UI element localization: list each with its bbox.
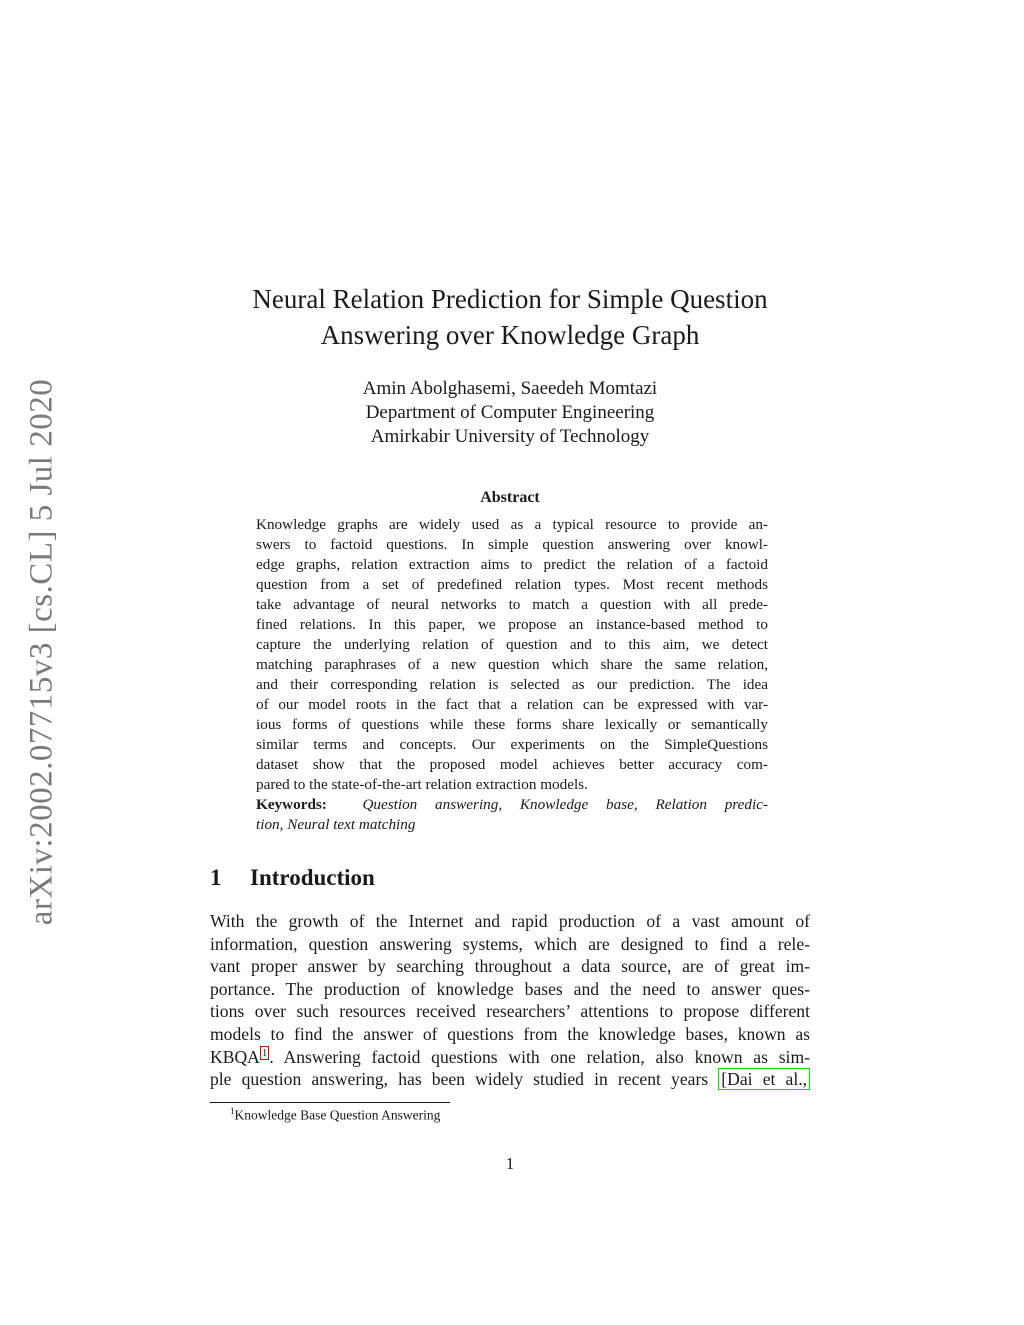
citation-link[interactable]: [Dai et al., <box>718 1068 810 1090</box>
abstract-line: swers to factoid questions. In simple question answering over knowl- <box>256 536 768 553</box>
abstract-line: dataset show that the proposed model achieves better accuracy com- <box>256 756 768 773</box>
abstract-line: ious forms of questions while these forms share lexically or semantically <box>256 716 768 733</box>
abstract-line: and their corresponding relation is selected as our prediction. The idea <box>256 676 768 693</box>
keywords-line-2 <box>256 815 768 835</box>
introduction-body <box>210 910 810 1091</box>
footnote-divider <box>210 1102 450 1103</box>
abstract-line: similar terms and concepts. Our experiments on the SimpleQuestions <box>256 736 768 753</box>
abstract-line: capture the underlying relation of question and to this aim, we detect <box>256 636 768 653</box>
author-university: Amirkabir University of Technology <box>370 426 650 447</box>
intro-line: tions over such resources received researchers’ attentions to propose different <box>210 1001 810 1022</box>
abstract-line: question from a set of predefined relation types. Most recent methods <box>256 576 768 593</box>
paper-title-line-2: Answering over Knowledge Graph <box>320 320 700 350</box>
intro-line-8-text: ple question answering, has been widely studied in recent years <box>210 1069 719 1090</box>
intro-line: information, question answering systems, which are designed to find a rele- <box>210 933 810 954</box>
abstract-line: edge graphs, relation extraction aims to predict the relation of a factoid <box>256 556 768 573</box>
abstract-line: of our model roots in the fact that a relation can be expressed with var- <box>256 696 768 713</box>
intro-kbqa-text: KBQA <box>210 1046 260 1067</box>
author-names: Amin Abolghasemi, Saeedeh Momtazi <box>362 378 658 399</box>
abstract-line: Knowledge graphs are widely used as a typical resource to provide an- <box>256 516 768 533</box>
abstract-line: pared to the state-of-the-art relation extraction models. <box>256 776 588 793</box>
section-heading <box>210 865 375 891</box>
author-department: Department of Computer Engineering <box>365 402 655 423</box>
intro-line: vant proper answer by searching throughout a data source, are of great im- <box>210 956 810 977</box>
keywords-label: Keywords: <box>256 796 327 813</box>
intro-line: portance. The production of knowledge bases and the need to answer ques- <box>210 978 810 999</box>
keywords-text-1: Question answering, Knowledge base, Relation predic- <box>362 796 768 813</box>
abstract-body <box>256 515 768 835</box>
footnote-text: Knowledge Base Question Answering <box>234 1107 441 1123</box>
footnote-reference-link[interactable]: 1 <box>261 1046 268 1059</box>
abstract-heading: Abstract <box>480 489 540 506</box>
intro-line-7-rest: . Answering factoid questions with one relation, also known as sim- <box>269 1046 810 1067</box>
paper-title-line-1: Neural Relation Prediction for Simple Question <box>252 284 768 314</box>
footnote <box>230 1106 440 1124</box>
intro-line: models to find the answer of questions from the knowledge bases, known as <box>210 1023 810 1044</box>
author-block <box>200 377 820 449</box>
arxiv-identifier-stamp <box>0 0 80 1325</box>
footnote-number: 1 <box>230 1106 235 1116</box>
intro-line: With the growth of the Internet and rapid production of a vast amount of <box>210 911 810 931</box>
abstract-line: take advantage of neural networks to match a question with all prede- <box>256 596 768 613</box>
keywords-text-2: tion, Neural text matching <box>256 816 416 833</box>
keywords-line-1 <box>256 795 768 815</box>
intro-line-citation <box>210 1068 810 1091</box>
paper-title <box>200 281 820 353</box>
page-number: 1 <box>505 1154 515 1173</box>
intro-line-kbqa <box>210 1046 810 1069</box>
abstract-line: matching paraphrases of a new question which share the same relation, <box>256 656 768 673</box>
section-title: Introduction <box>250 865 375 890</box>
abstract-line: fined relations. In this paper, we propose an instance-based method to <box>256 616 768 633</box>
section-number: 1 <box>210 865 222 890</box>
arxiv-identifier: arXiv:2002.07715v3 [cs.CL] 5 Jul 2020 <box>23 378 60 926</box>
